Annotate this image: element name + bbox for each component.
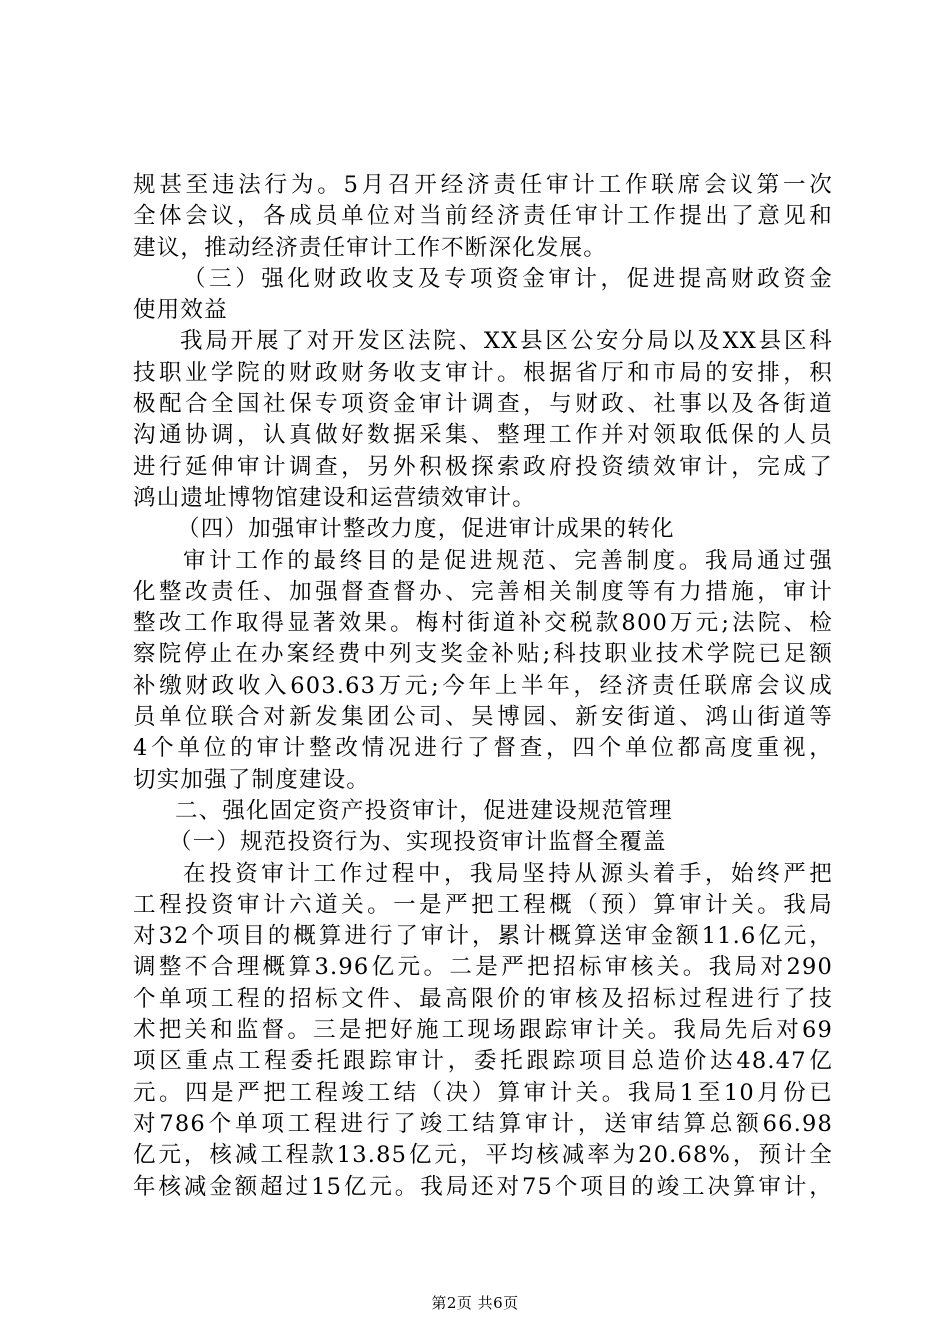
text-line: 项区重点工程委托跟踪审计，委托跟踪项目总造价达48.47亿 — [133, 1048, 833, 1075]
text-line: 察院停止在办案经费中列支奖金补贴;科技职业技术学院已足额 — [133, 641, 833, 668]
text-line: 鸿山遗址博物馆建设和运营绩效审计。 — [133, 484, 536, 511]
text-line: 审计工作的最终目的是促进规范、完善制度。我局通过强 — [183, 547, 833, 574]
text-line: 整改工作取得显著效果。梅村街道补交税款800万元;法院、检 — [133, 610, 833, 637]
text-line: 极配合全国社保专项资金审计调查，与财政、社事以及各街道 — [133, 391, 833, 418]
chapter-heading: 二、强化固定资产投资审计，促进建设规范管理 — [175, 797, 673, 824]
text-line: 调整不合理概算3.96亿元。二是严把招标审核关。我局对290 — [133, 954, 833, 981]
text-line: 规甚至违法行为。5月召开经济责任审计工作联席会议第一次 — [133, 172, 833, 198]
text-line: 化整改责任、加强督查督办、完善相关制度等有力措施，审计 — [133, 578, 833, 605]
text-line: 技职业学院的财政财务收支审计。根据省厅和市局的安排，积 — [133, 359, 833, 386]
page-number-footer: 第2页 共6页 — [431, 1294, 519, 1312]
section-heading: （一）规范投资行为、实现投资审计监督全覆盖 — [169, 829, 667, 856]
text-line: 建议，推动经济责任审计工作不断深化发展。 — [133, 234, 608, 261]
text-line: 对786个单项工程进行了竣工结算审计，送审结算总额66.98 — [133, 1110, 833, 1137]
text-line: 员单位联合对新发集团公司、吴博园、新安街道、鸿山街道等 — [133, 704, 833, 731]
body-text — [133, 170, 833, 1203]
text-line: 沟通协调，认真做好数据采集、整理工作并对领取低保的人员 — [133, 422, 833, 449]
text-line: 术把关和监督。三是把好施工现场跟踪审计关。我局先后对69 — [133, 1017, 833, 1044]
text-line: 对32个项目的概算进行了审计，累计概算送审金额11.6亿元， — [133, 923, 833, 950]
text-line: 在投资审计工作过程中，我局坚持从源头着手，始终严把 — [183, 860, 833, 887]
text-line: 年核减金额超过15亿元。我局还对75个项目的竣工决算审计， — [133, 1173, 833, 1200]
section-heading: （三）强化财政收支及专项资金审计，促进提高财政资金 — [183, 265, 833, 292]
text-line: 亿元，核减工程款13.85亿元，平均核减率为20.68%，预计全 — [133, 1142, 833, 1169]
text-line: 个单项工程的招标文件、最高限价的审核及招标过程进行了技 — [133, 985, 833, 1012]
section-heading-continued: 使用效益 — [133, 297, 228, 324]
text-line: 进行延伸审计调查，另外积极探索政府投资绩效审计，完成了 — [133, 453, 833, 480]
text-line: 切实加强了制度建设。 — [133, 766, 371, 793]
text-line: 全体会议，各成员单位对当前经济责任审计工作提出了意见和 — [133, 203, 833, 230]
text-line: 元。四是严把工程竣工结（决）算审计关。我局1至10月份已 — [133, 1079, 833, 1106]
text-line: 4个单位的审计整改情况进行了督查，四个单位都高度重视， — [133, 735, 833, 762]
text-line: 工程投资审计六道关。一是严把工程概（预）算审计关。我局 — [133, 891, 833, 918]
text-line: 补缴财政收入603.63万元;今年上半年，经济责任联席会议成 — [133, 672, 833, 699]
text-line: 我局开展了对开发区法院、XX县区公安分局以及XX县区科 — [180, 328, 833, 355]
section-heading: （四）加强审计整改力度，促进审计成果的转化 — [177, 516, 675, 543]
